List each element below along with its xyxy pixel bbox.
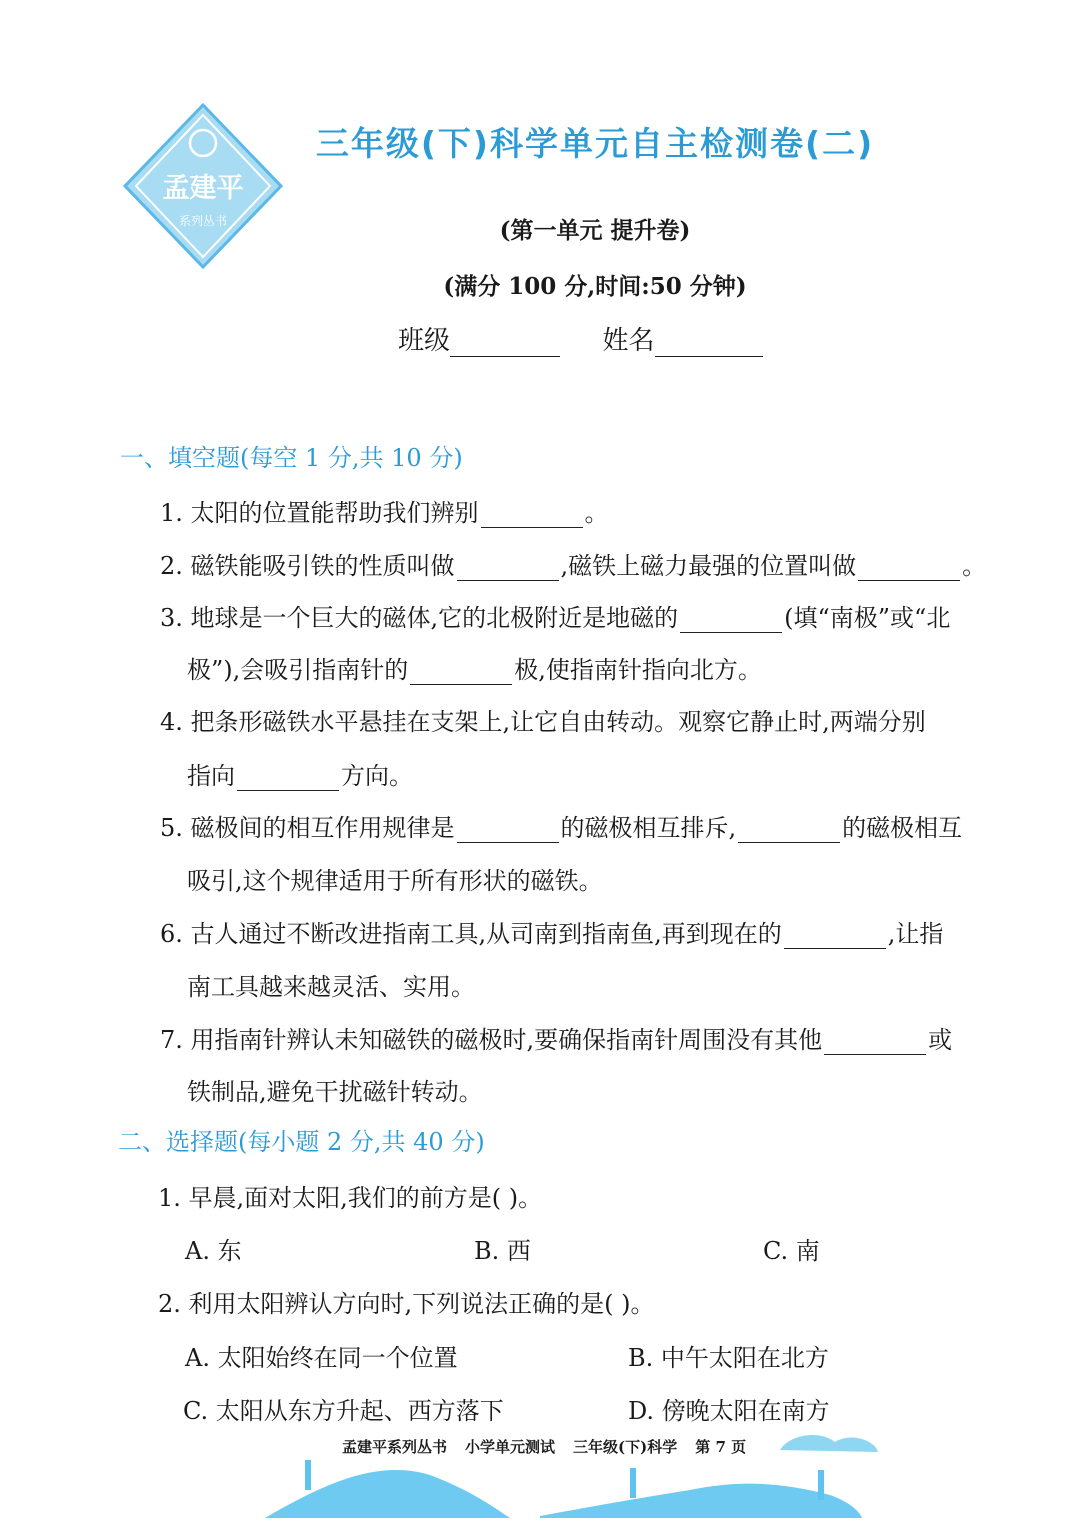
fill-question-3-cont <box>187 650 762 685</box>
choice-question-1: 1. 早晨,面对太阳,我们的前方是( )。 <box>158 1184 543 1212</box>
fill-question-7 <box>160 1020 952 1055</box>
q6-text-line2: 南工具越来越灵活、实用。 <box>187 973 475 1001</box>
name-blank[interactable] <box>655 330 763 357</box>
footer-grade: 三年级(下)科学 <box>573 1438 678 1456</box>
q6-text: 6. 古人通过不断改进指南工具,从司南到指南鱼,再到现在的 <box>160 920 782 948</box>
q7-text: 7. 用指南针辨认未知磁铁的磁极时,要确保指南针周围没有其他 <box>160 1026 823 1054</box>
q7-text-mid: 或 <box>928 1026 953 1054</box>
q3-text-line2: 极”),会吸引指南针的 <box>187 656 409 684</box>
choice-option-c[interactable]: C. 南 <box>763 1237 820 1265</box>
q2-text: 2. 磁铁能吸引铁的性质叫做 <box>160 552 455 580</box>
q5-text-line2: 吸引,这个规律适用于所有形状的磁铁。 <box>187 867 603 895</box>
fill-question-6-cont <box>187 967 475 1002</box>
answer-blank[interactable] <box>481 503 583 528</box>
fill-question-3 <box>160 598 950 633</box>
q5-text-mid2: 的磁极相互 <box>842 814 963 842</box>
unit-subtitle: (第一单元 提升卷) <box>499 217 691 244</box>
choice-option-c[interactable]: C. 太阳从东方升起、西方落下 <box>183 1397 504 1425</box>
exam-info: (满分 100 分,时间:50 分钟) <box>443 273 747 300</box>
q2-text-end: 。 <box>962 552 987 580</box>
choice-option-a[interactable]: A. 太阳始终在同一个位置 <box>185 1344 458 1372</box>
logo-text: 孟建平 <box>162 173 244 204</box>
fill-question-2 <box>160 546 986 581</box>
choice-question-2: 2. 利用太阳辨认方向时,下列说法正确的是( )。 <box>158 1290 655 1318</box>
fill-question-1 <box>160 493 609 528</box>
section2-title: 二、选择题 <box>118 1128 238 1156</box>
answer-blank[interactable] <box>237 766 339 791</box>
q1-text: 1. 太阳的位置能帮助我们辨别 <box>160 499 479 527</box>
page-title: 三年级(下)科学单元自主检测卷(二) <box>315 124 875 163</box>
q7-text-line2: 铁制品,避免干扰磁针转动。 <box>187 1078 483 1106</box>
q4-text-end: 方向。 <box>341 762 413 790</box>
answer-blank[interactable] <box>738 818 840 843</box>
fill-question-4-cont <box>187 756 413 791</box>
answer-blank[interactable] <box>858 556 960 581</box>
name-label: 姓名 <box>602 326 655 356</box>
page-footer <box>342 1436 764 1457</box>
fill-question-5-cont <box>187 861 603 896</box>
class-label: 班级 <box>398 326 451 356</box>
fill-question-5 <box>160 808 962 843</box>
q3-text: 3. 地球是一个巨大的磁体,它的北极附近是地磁的 <box>160 604 679 632</box>
section1-title: 一、填空题 <box>120 444 240 472</box>
logo-subtext: 系列丛书 <box>178 214 228 228</box>
q3-text-mid: (填“南极”或“北 <box>784 604 951 632</box>
fill-question-4 <box>160 702 926 737</box>
choice-option-b[interactable]: B. 中午太阳在北方 <box>628 1344 829 1372</box>
footer-test: 小学单元测试 <box>465 1438 556 1456</box>
q4-text: 4. 把条形磁铁水平悬挂在支架上,让它自由转动。观察它静止时,两端分别 <box>160 708 926 736</box>
q3-text-end: 极,使指南针指向北方。 <box>514 656 762 684</box>
section1-note: (每空 1 分,共 10 分) <box>240 444 463 472</box>
choice-option-a[interactable]: A. 东 <box>185 1237 242 1265</box>
q4-text-line2: 指向 <box>187 762 235 790</box>
footer-series: 孟建平系列丛书 <box>342 1438 448 1456</box>
fill-question-6 <box>160 914 943 949</box>
section1-heading <box>120 438 463 473</box>
q1-text-end: 。 <box>584 499 609 527</box>
class-blank[interactable] <box>450 330 560 357</box>
answer-blank[interactable] <box>457 556 559 581</box>
answer-blank[interactable] <box>784 924 886 949</box>
q6-text-mid: ,让指 <box>887 920 944 948</box>
choice-option-b[interactable]: B. 西 <box>474 1237 531 1265</box>
student-fields <box>398 320 763 357</box>
section2-note: (每小题 2 分,共 40 分) <box>238 1128 485 1156</box>
answer-blank[interactable] <box>680 608 782 633</box>
q5-text: 5. 磁极间的相互作用规律是 <box>160 814 455 842</box>
answer-blank[interactable] <box>824 1030 926 1055</box>
answer-blank[interactable] <box>410 660 512 685</box>
fill-question-7-cont <box>187 1072 483 1107</box>
answer-blank[interactable] <box>457 818 559 843</box>
q2-text-mid: ,磁铁上磁力最强的位置叫做 <box>560 552 857 580</box>
page-number: 第 7 页 <box>695 1438 747 1456</box>
section2-heading <box>118 1122 485 1157</box>
q5-text-mid: 的磁极相互排斥, <box>560 814 737 842</box>
choice-option-d[interactable]: D. 傍晚太阳在南方 <box>628 1397 830 1425</box>
